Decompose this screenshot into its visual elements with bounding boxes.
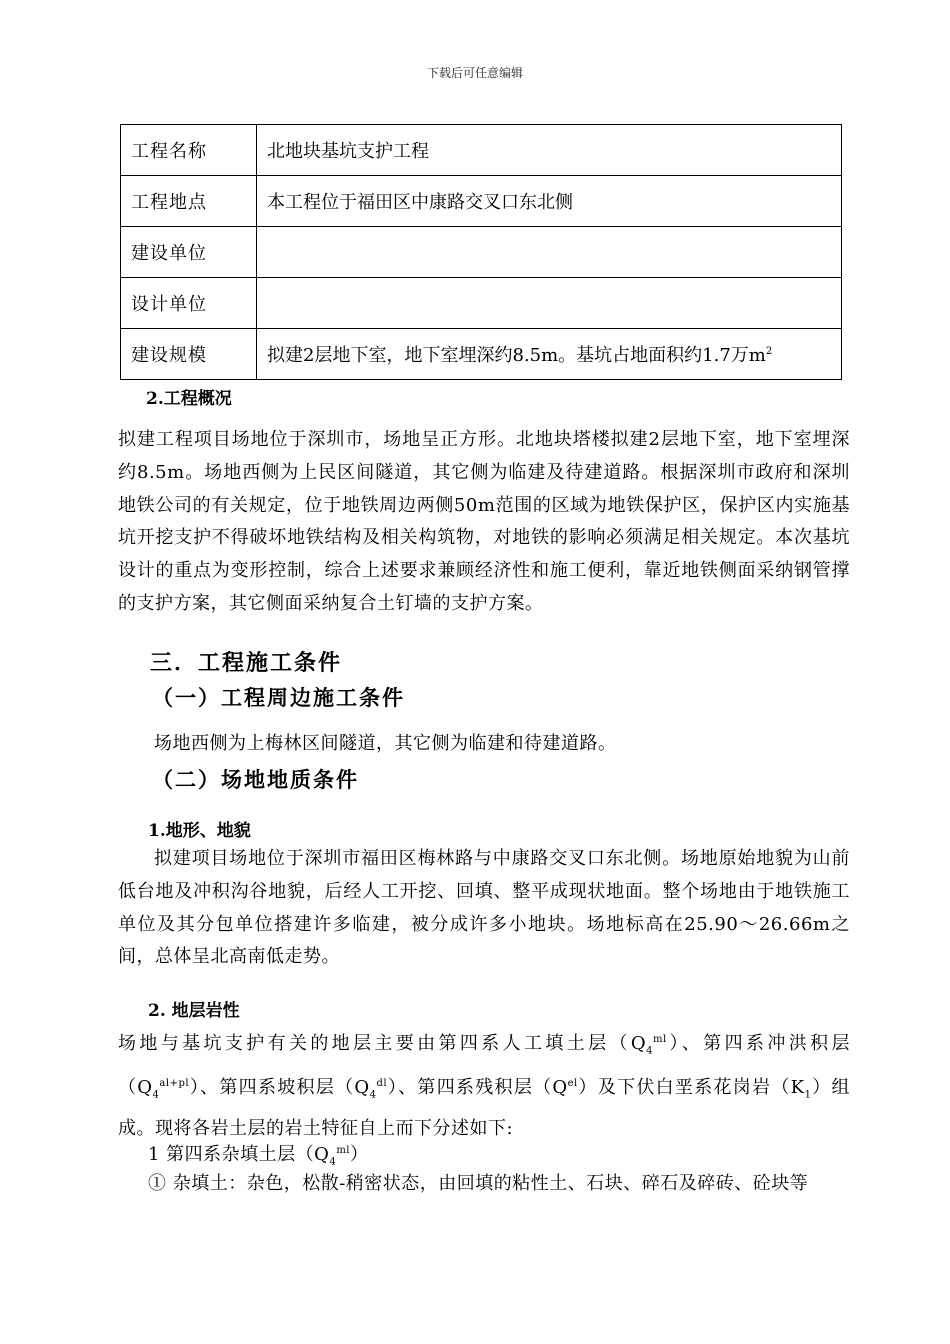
- table-value: 北地块基坑支护工程: [257, 125, 842, 176]
- table-row: [121, 227, 842, 278]
- strata-text-part: ）组成。现将各岩土层的岩土特征自上而下分述如下:: [118, 1077, 850, 1139]
- subscript: 1: [804, 1089, 812, 1101]
- superscript: ml: [652, 1034, 667, 1045]
- table-label: 工程地点: [121, 176, 257, 227]
- topography-heading: 1.地形、地貌: [148, 821, 251, 841]
- table-value: [257, 227, 842, 278]
- subsection-heading-surroundings: （一）工程周边施工条件: [152, 685, 405, 710]
- subscript: 4: [369, 1089, 377, 1101]
- strata-heading: 2. 地层岩性: [148, 1001, 240, 1021]
- table-value: [257, 329, 842, 380]
- superscript: el: [567, 1078, 578, 1090]
- strata-text-part: ）、第四系冲洪积层（Q: [118, 1033, 850, 1099]
- table-label: 工程名称: [121, 125, 257, 176]
- surroundings-text: 场地西侧为上梅林区间隧道，其它侧为临建和待建道路。: [154, 733, 617, 754]
- table-row: [121, 125, 842, 176]
- subscript: 4: [646, 1045, 653, 1057]
- layer1-text: 1 第四系杂填土层（Q: [148, 1144, 330, 1165]
- fill-soil-text: ① 杂填土：杂色，松散-稍密状态，由回填的粘性土、石块、碎石及碎砖、砼块等: [148, 1173, 809, 1194]
- subscript: 4: [152, 1089, 160, 1101]
- superscript: ml: [336, 1145, 350, 1156]
- subscript: 4: [329, 1156, 337, 1168]
- superscript: al+pl: [159, 1078, 190, 1090]
- layer1-text: ）: [350, 1144, 369, 1165]
- table-value: [257, 278, 842, 329]
- strata-text: [118, 1024, 850, 1146]
- table-label: 建设规模: [121, 329, 257, 380]
- strata-text-part: ）、第四系坡积层（Q: [189, 1077, 370, 1099]
- topography-text: 拟建项目场地位于深圳市福田区梅林路与中康路交叉口东北侧。场地原始地貌为山前低台地及冲积沟谷地貌，后经人工开挖、回填、整平成现状地面。整个场地由于地铁施工单位及其分包单位搭建许多临建，被分成许多小地块。场地标高在25.90～26.66m之间，总体呈北高南低走势。: [118, 848, 850, 968]
- section-heading-conditions: 三．工程施工条件: [150, 650, 343, 676]
- table-label: 设计单位: [121, 278, 257, 329]
- strata-text-part: ）、第四系残积层（Q: [387, 1077, 568, 1099]
- header-note: 下载后可任意编辑: [426, 66, 523, 80]
- strata-text-part: 场地与基坑支护有关的地层主要由第四系人工填土层（Q: [118, 1033, 647, 1054]
- superscript: 2: [765, 346, 773, 357]
- table-row: [121, 278, 842, 329]
- overview-paragraph: 拟建工程项目场地位于深圳市，场地呈正方形。北地块塔楼拟建2层地下室，地下室埋深约8.5m。场地西侧为上民区间隧道，其它侧为临建及待建道路。根据深圳市政府和深圳地铁公司的有关规定，位于地铁周边两侧50m范围的区域为地铁保护区，保护区内实施基坑开挖支护不得破坏地铁结构及相关构筑物，对地铁的影响必须满足相关规定。本次基坑设计的重点为变形控制，综合上述要求兼顾经济性和施工便利，靠近地铁侧面采纳钢管撑的支护方案，其它侧面采纳复合土钉墙的支护方案。: [118, 429, 850, 614]
- superscript: dl: [376, 1078, 388, 1090]
- table-row: [121, 329, 842, 380]
- project-info-table: [120, 124, 842, 380]
- table-label: 建设单位: [121, 227, 257, 278]
- table-row: [121, 176, 842, 227]
- table-value: 本工程位于福田区中康路交叉口东北侧: [257, 176, 842, 227]
- strata-text-part: ）及下伏白垩系花岗岩（K: [577, 1077, 805, 1099]
- subsection-heading-geology: （二）场地地质条件: [152, 767, 359, 792]
- scale-text: 拟建2层地下室，地下室埋深约8.5m。基坑占地面积约1.7万m: [267, 345, 766, 366]
- section-heading-overview: 2.工程概况: [146, 389, 232, 409]
